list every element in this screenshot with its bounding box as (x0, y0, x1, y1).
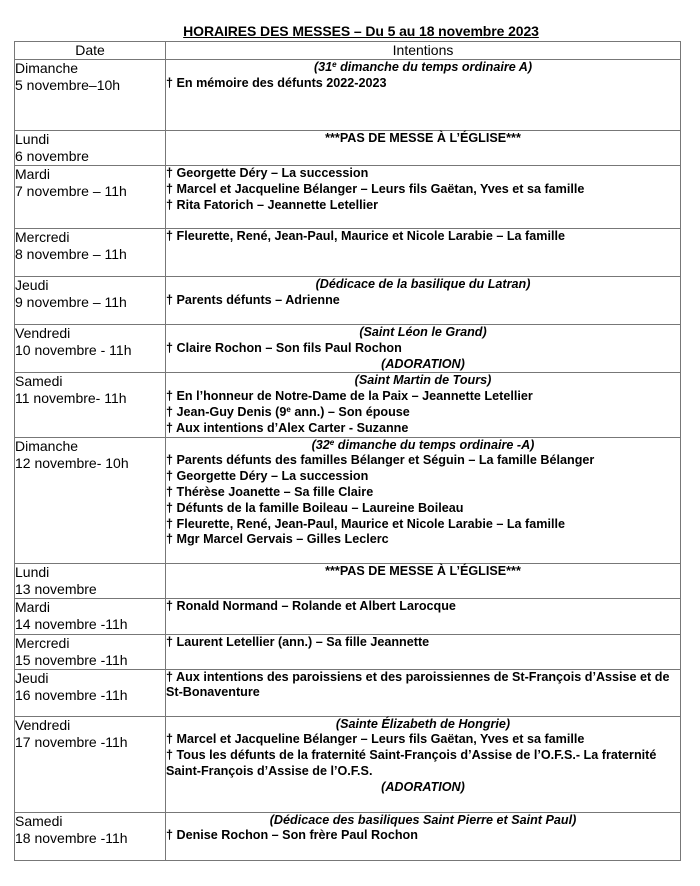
date-cell (15, 437, 166, 563)
date-cell (15, 563, 166, 598)
mass-intention: † Aux intentions d’Alex Carter - Suzanne (166, 420, 409, 435)
table-row (15, 437, 681, 563)
mass-intention: † Défunts de la famille Boileau – Laureine Boileau (166, 500, 464, 515)
intentions-cell (166, 373, 681, 437)
table-row (15, 277, 681, 325)
intentions-cell (166, 669, 681, 716)
intentions-cell (166, 716, 681, 812)
no-mass-notice: ***PAS DE MESSE À L’ÉGLISE*** (325, 131, 521, 145)
mass-intention: † Marcel et Jacqueline Bélanger – Leurs fils Gaëtan, Yves et sa famille (166, 732, 585, 747)
date-time: 13 novembre (15, 580, 97, 597)
mass-intention: † Aux intentions des paroissiens et des paroissiennes de St-François d’Assise et de St-Bonaventure (166, 669, 670, 700)
table-row (15, 634, 681, 669)
day-name: Mercredi (15, 229, 70, 245)
date-time: 5 novembre–10h (15, 77, 121, 93)
table-row (15, 60, 681, 131)
intentions-cell (166, 277, 681, 325)
intentions-cell (166, 166, 681, 229)
date-cell (15, 716, 166, 812)
table-row (15, 373, 681, 437)
no-mass-notice: ***PAS DE MESSE À L’ÉGLISE*** (325, 563, 521, 578)
mass-intention: † Fleurette, René, Jean-Paul, Maurice et Nicole Larabie – La famille (166, 229, 565, 243)
mass-intention: † Tous les défunts de la fraternité Saint-François d’Assise de l’O.F.S.- La fraternité Saint-François d’Assise de l’O.F.S. (166, 748, 657, 778)
table-row (15, 598, 681, 634)
table-row (15, 669, 681, 716)
liturgical-feast: (Dédicace de la basilique du Latran) (315, 277, 531, 291)
mass-intention: † Georgette Déry – La succession (166, 166, 369, 180)
intentions-cell (166, 812, 681, 860)
liturgical-feast: (Sainte Élizabeth de Hongrie) (335, 716, 511, 731)
liturgical-feast: (Dédicace des basiliques Saint Pierre et Saint Paul) (269, 812, 577, 827)
intentions-cell (166, 437, 681, 563)
intentions-cell (166, 325, 681, 373)
intentions-cell (166, 634, 681, 669)
table-row (15, 229, 681, 277)
date-time: 12 novembre- 10h (15, 454, 129, 471)
table-row (15, 131, 681, 166)
intentions-cell (166, 598, 681, 634)
mass-intention: † Parents défunts – Adrienne (166, 292, 340, 307)
day-name: Jeudi (15, 277, 49, 293)
date-time: 15 novembre -11h (15, 651, 128, 668)
date-time: 18 novembre -11h (15, 829, 128, 846)
mass-schedule-table (14, 41, 681, 861)
date-cell (15, 812, 166, 860)
mass-intention: † Ronald Normand – Rolande et Albert Larocque (166, 598, 456, 613)
day-name: Lundi (15, 131, 50, 147)
table-row (15, 325, 681, 373)
page-title: HORAIRES DES MESSES – Du 5 au 18 novembre 2023 (183, 23, 539, 39)
day-name: Mardi (15, 166, 51, 182)
mass-intention: † Parents défunts des familles Bélanger et Séguin – La famille Bélanger (166, 453, 595, 468)
day-name: Dimanche (15, 437, 79, 454)
date-cell (15, 131, 166, 166)
day-name: Samedi (15, 373, 63, 390)
mass-intention: † Claire Rochon – Son fils Paul Rochon (166, 340, 402, 355)
date-time: 6 novembre (15, 148, 89, 164)
day-name: Mardi (15, 598, 51, 615)
mass-intention: † En l’honneur de Notre-Dame de la Paix – Jeannette Letellier (166, 389, 533, 404)
date-cell (15, 634, 166, 669)
mass-intention: † Thérèse Joanette – Sa fille Claire (166, 484, 374, 499)
date-cell (15, 325, 166, 373)
mass-intention: † Mgr Marcel Gervais – Gilles Leclerc (166, 532, 389, 547)
date-time: 17 novembre -11h (15, 733, 128, 750)
intentions-cell (166, 131, 681, 166)
day-name: Mercredi (15, 634, 70, 651)
date-time: 7 novembre – 11h (15, 183, 127, 199)
day-name: Lundi (15, 563, 50, 580)
table-row (15, 716, 681, 812)
date-cell (15, 598, 166, 634)
table-row (15, 812, 681, 860)
table-row (15, 563, 681, 598)
date-cell (15, 669, 166, 716)
date-time: 9 novembre – 11h (15, 294, 127, 310)
day-name: Jeudi (15, 669, 49, 686)
mass-intention: † Rita Fatorich – Jeannette Letellier (166, 197, 379, 212)
date-time: 8 novembre – 11h (15, 246, 127, 262)
liturgical-feast: (31e dimanche du temps ordinaire A) (313, 60, 533, 74)
date-cell (15, 373, 166, 437)
date-time: 14 novembre -11h (15, 615, 128, 632)
date-cell (15, 60, 166, 131)
day-name: Vendredi (15, 325, 71, 341)
mass-intention: † Laurent Letellier (ann.) – Sa fille Jeannette (166, 634, 430, 649)
liturgical-feast: (32e dimanche du temps ordinaire -A) (311, 437, 535, 452)
mass-intention: † Denise Rochon – Son frère Paul Rochon (166, 828, 418, 843)
day-name: Samedi (15, 812, 63, 829)
mass-intention: † Fleurette, René, Jean-Paul, Maurice et Nicole Larabie – La famille (166, 516, 565, 531)
mass-intention: † Georgette Déry – La succession (166, 469, 369, 484)
column-header-intentions: Intentions (166, 42, 681, 60)
liturgical-feast: (Saint Léon le Grand) (359, 325, 487, 339)
day-name: Dimanche (15, 60, 79, 76)
table-header-row (15, 42, 681, 60)
adoration-note: (ADORATION) (381, 779, 465, 794)
date-cell (15, 229, 166, 277)
liturgical-feast: (Saint Martin de Tours) (354, 373, 492, 388)
intentions-cell (166, 229, 681, 277)
date-time: 10 novembre - 11h (15, 342, 132, 358)
mass-intention: † Marcel et Jacqueline Bélanger – Leurs fils Gaëtan, Yves et sa famille (166, 181, 585, 196)
intentions-cell (166, 60, 681, 131)
day-name: Vendredi (15, 716, 71, 733)
mass-intention: † En mémoire des défunts 2022-2023 (166, 75, 387, 90)
date-cell (15, 277, 166, 325)
intentions-cell (166, 563, 681, 598)
adoration-note: (ADORATION) (381, 356, 465, 371)
mass-intention: † Jean-Guy Denis (9e ann.) – Son épouse (166, 404, 410, 419)
table-row (15, 166, 681, 229)
column-header-date: Date (15, 42, 166, 60)
date-time: 11 novembre- 11h (15, 390, 127, 407)
date-cell (15, 166, 166, 229)
date-time: 16 novembre -11h (15, 686, 128, 703)
